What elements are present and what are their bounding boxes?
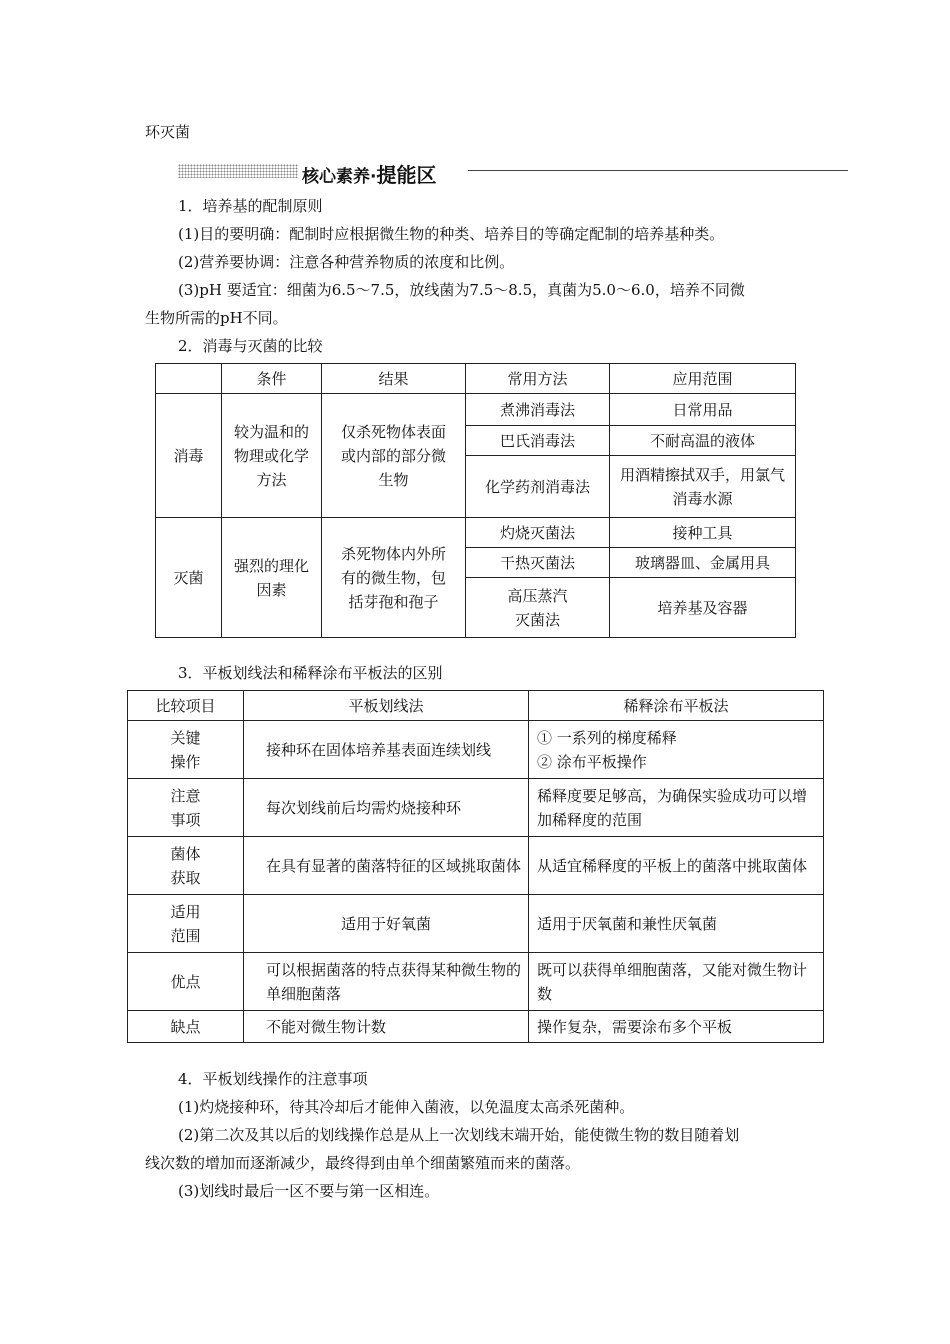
banner-rule [468, 170, 848, 171]
compare-item: 关键操作 [128, 721, 244, 779]
sec3-heading: 3．平板划线法和稀释涂布平板法的区别 [178, 664, 443, 682]
scope-cell: 玻璃器皿、金属用具 [610, 548, 796, 578]
method-cell: 灼烧灭菌法 [466, 518, 610, 548]
row-label-disinfect: 消毒 [156, 394, 222, 518]
compare-item: 缺点 [128, 1011, 244, 1043]
table-header-cell [156, 364, 222, 394]
sec2-heading: 2．消毒与灭菌的比较 [178, 337, 323, 355]
table-header-row [156, 364, 796, 394]
row-label-sterilize: 灭菌 [156, 518, 222, 638]
streak-vs-spread-table [127, 690, 824, 1043]
scope-cell: 接种工具 [610, 518, 796, 548]
table-header-cell: 应用范围 [610, 364, 796, 394]
streak-cell: 在具有显著的菌落特征的区域挑取菌体 [244, 837, 529, 895]
banner-title: 核心素养·提能区 [302, 163, 437, 187]
table-row [156, 518, 796, 548]
sterilize-result: 杀死物体内外所有的微生物，包括芽孢和孢子 [322, 518, 466, 638]
table-row [128, 895, 824, 953]
streak-cell: 接种环在固体培养基表面连续划线 [244, 721, 529, 779]
table-header-cell: 比较项目 [128, 691, 244, 721]
compare-item: 优点 [128, 953, 244, 1011]
scope-cell: 日常用品 [610, 394, 796, 426]
method-cell: 巴氏消毒法 [466, 426, 610, 456]
sec1-para-3b: 生物所需的pH不同。 [145, 309, 288, 327]
compare-item: 注意事项 [128, 779, 244, 837]
method-cell: 煮沸消毒法 [466, 394, 610, 426]
table-header-cell: 结果 [322, 364, 466, 394]
table-header-cell: 平板划线法 [244, 691, 529, 721]
streak-cell: 每次划线前后均需灼烧接种环 [244, 779, 529, 837]
spread-cell: 稀释度要足够高，为确保实验成功可以增加稀释度的范围 [529, 779, 824, 837]
method-cell: 高压蒸汽灭菌法 [466, 578, 610, 638]
sec4-para-2a: (2)第二次及其以后的划线操作总是从上一次划线末端开始，能使微生物的数目随着划 [178, 1126, 740, 1144]
table-header-cell: 常用方法 [466, 364, 610, 394]
section-banner [178, 158, 850, 186]
disinfect-condition: 较为温和的物理或化学方法 [222, 394, 322, 518]
table-row [128, 779, 824, 837]
scope-cell: 用酒精擦拭双手，用氯气消毒水源 [610, 456, 796, 518]
streak-cell: 可以根据菌落的特点获得某种微生物的单细胞菌落 [244, 953, 529, 1011]
sec1-heading: 1．培养基的配制原则 [178, 197, 323, 215]
table-header-cell: 条件 [222, 364, 322, 394]
sec4-heading: 4．平板划线操作的注意事项 [178, 1070, 368, 1088]
sec1-para-3a: (3)pH 要适宜：细菌为6.5～7.5，放线菌为7.5～8.5，真菌为5.0～6.0，培养不同微 [178, 281, 745, 299]
table-row [128, 953, 824, 1011]
compare-item: 菌体获取 [128, 837, 244, 895]
disinfect-result: 仅杀死物体表面或内部的部分微生物 [322, 394, 466, 518]
sec4-para-1: (1)灼烧接种环，待其冷却后才能伸入菌液，以免温度太高杀死菌种。 [178, 1098, 635, 1116]
banner-dot-pattern [178, 164, 298, 178]
sec1-para-2: (2)营养要协调：注意各种营养物质的浓度和比例。 [178, 253, 515, 271]
top-fragment: 环灭菌 [145, 123, 191, 141]
table-header-row [128, 691, 824, 721]
sec1-para-1: (1)目的要明确：配制时应根据微生物的种类、培养目的等确定配制的培养基种类。 [178, 225, 725, 243]
table-row [128, 721, 824, 779]
spread-cell: 适用于厌氧菌和兼性厌氧菌 [529, 895, 824, 953]
spread-cell: 既可以获得单细胞菌落，又能对微生物计数 [529, 953, 824, 1011]
scope-cell: 不耐高温的液体 [610, 426, 796, 456]
table-row [128, 1011, 824, 1043]
table-row [128, 837, 824, 895]
streak-cell: 不能对微生物计数 [244, 1011, 529, 1043]
compare-item: 适用范围 [128, 895, 244, 953]
streak-cell: 适用于好氧菌 [244, 895, 529, 953]
spread-cell: 从适宜稀释度的平板上的菌落中挑取菌体 [529, 837, 824, 895]
method-cell: 干热灭菌法 [466, 548, 610, 578]
spread-step-2: ② 涂布平板操作 [537, 752, 647, 771]
method-cell: 化学药剂消毒法 [466, 456, 610, 518]
spread-cell: 操作复杂，需要涂布多个平板 [529, 1011, 824, 1043]
spread-step-1: ① 一系列的梯度稀释 [537, 728, 677, 747]
sterilize-condition: 强烈的理化因素 [222, 518, 322, 638]
disinfection-sterilization-table [155, 363, 796, 638]
table-header-cell: 稀释涂布平板法 [529, 691, 824, 721]
sec4-para-2b: 线次数的增加而逐渐减少，最终得到由单个细菌繁殖而来的菌落。 [145, 1154, 581, 1172]
spread-cell [529, 721, 824, 779]
table-row [156, 394, 796, 426]
sec4-para-3: (3)划线时最后一区不要与第一区相连。 [178, 1182, 440, 1200]
scope-cell: 培养基及容器 [610, 578, 796, 638]
